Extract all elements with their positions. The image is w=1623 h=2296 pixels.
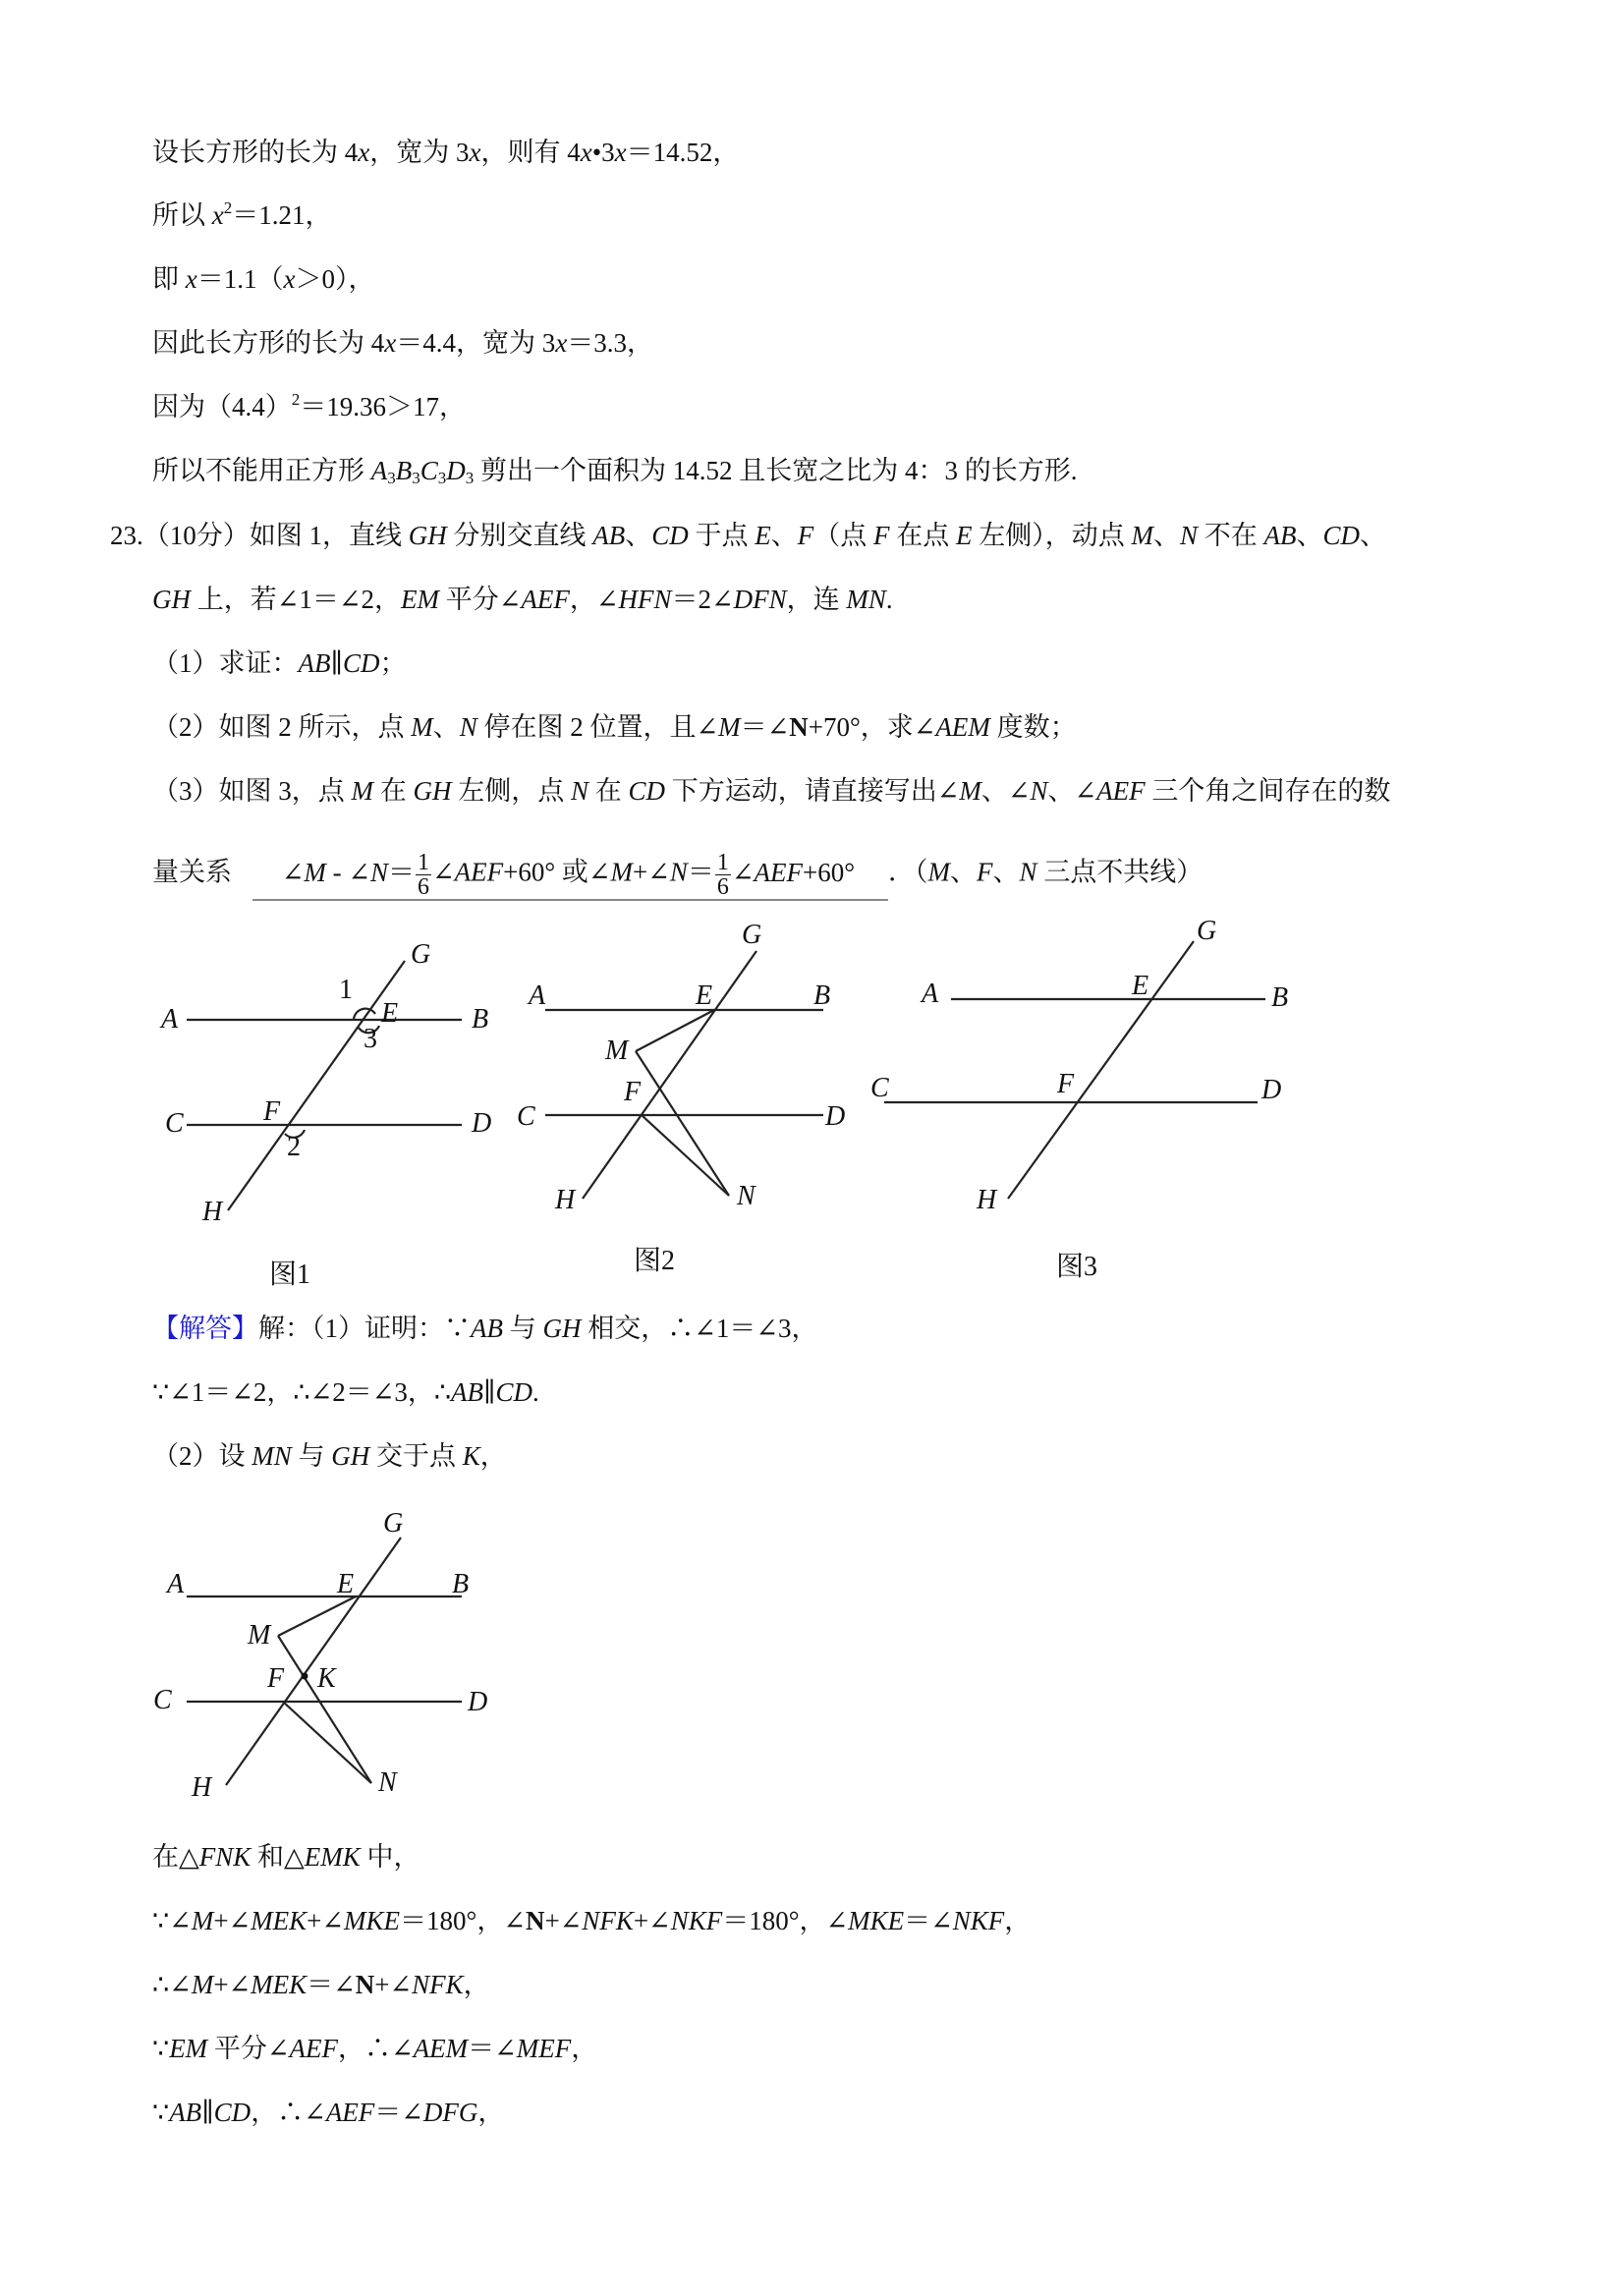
math-var: D [446, 456, 466, 485]
subscript: 3 [412, 469, 420, 487]
math-var: AEF [521, 585, 570, 614]
subscript: 3 [387, 469, 396, 487]
solution-line-3: （2）设 MN 与 GH 交于点 K， [152, 1441, 507, 1471]
math-var: GH [408, 521, 447, 550]
prev-solution-line-3: 即 x＝1.1（x＞0）， [152, 264, 375, 294]
label-b: B [452, 1569, 470, 1599]
label-3: 3 [364, 1024, 377, 1054]
label-2: 2 [287, 1132, 301, 1162]
math-var: x [555, 328, 568, 358]
label-a: A [167, 1569, 185, 1599]
math-var: F [977, 857, 993, 887]
solution-line-1 [152, 1312, 818, 1345]
math-var: M [191, 1970, 214, 1999]
frac-numerator: 1 [418, 850, 430, 875]
label-e: E [696, 980, 713, 1011]
point-k [302, 1673, 308, 1680]
label-c: C [517, 1101, 535, 1132]
question-score: （10分） [142, 521, 250, 550]
solution-line-2: ∵∠1＝∠2，∴∠2＝∠3，∴AB∥CD. [152, 1377, 539, 1407]
answer-a-right: ∠AEF+60° [432, 857, 556, 887]
math-var: C [420, 456, 438, 485]
math-var: x [211, 200, 224, 230]
question-part-3-line-2 [152, 851, 1203, 901]
math-var: M [927, 857, 951, 887]
question-stem-line-1 [110, 519, 1386, 552]
solution-line-4: 在△FNK 和△EMK 中， [152, 1842, 420, 1872]
subscript: 3 [437, 469, 447, 487]
math-var: EM [169, 2034, 208, 2063]
label-b: B [813, 980, 831, 1011]
figure-2 [511, 914, 884, 1287]
math-var: AEF [454, 857, 504, 887]
solution-line-1-text: 解：（1）证明：∵AB 与 GH 相交，∴∠1＝∠3， [258, 1314, 818, 1343]
label-1: 1 [339, 975, 353, 1005]
math-var: M [610, 857, 634, 887]
figure-2-caption: 图2 [634, 1246, 676, 1276]
math-var: MEK [251, 1970, 308, 1999]
label-c: C [165, 1108, 184, 1139]
subscript: 3 [465, 469, 475, 487]
label-g: G [411, 939, 431, 970]
math-var: MKE [344, 1906, 401, 1935]
math-var: MN [846, 585, 886, 614]
math-var: AB [471, 1314, 503, 1343]
label-h: H [192, 1772, 212, 1803]
label-f: F [263, 1096, 281, 1127]
math-bold: N [525, 1906, 545, 1935]
question-part-3-line-1: （3）如图 3，点 M 在 GH 左侧，点 N 在 CD 下方运动，请直接写出∠M、∠N、∠AEF 三个角之间存在的数 [152, 776, 1391, 806]
math-var: N [669, 857, 688, 887]
math-var: x [358, 138, 370, 167]
math-var: M [411, 712, 433, 742]
math-var: NFK [582, 1906, 634, 1935]
answer-blank [252, 851, 888, 901]
line-gh [583, 951, 756, 1199]
label-h: H [202, 1197, 223, 1227]
math-var: EMK [304, 1842, 361, 1872]
solution-line-8: ∵AB∥CD，∴∠AEF＝∠DFG， [152, 2098, 505, 2127]
math-var: MN [252, 1441, 292, 1471]
math-var: GH [331, 1441, 370, 1471]
math-var: CD [342, 648, 380, 678]
math-var: M [304, 857, 326, 887]
solution-line-7: ∵EM 平分∠AEF，∴∠AEM＝∠MEF， [152, 2034, 598, 2063]
math-var: NKF [952, 1906, 1005, 1935]
math-var: EM [401, 585, 439, 614]
math-var: x [283, 264, 296, 294]
line-gh [226, 1538, 401, 1785]
math-var: GH [152, 585, 191, 614]
label-e: E [1132, 971, 1149, 1001]
math-var: A [370, 456, 388, 485]
math-var: E [755, 521, 771, 550]
label-c: C [870, 1073, 889, 1103]
prev-solution-line-6: 所以不能用正方形 $A_3B_3C_3D_3$ 剪出一个面积为 14.52 且长宽之比为 4：3 的长方形. [152, 456, 1078, 487]
label-g: G [742, 920, 762, 950]
math-var: GH [542, 1314, 582, 1343]
answer-a-left: ∠M - ∠N＝ [281, 857, 416, 887]
math-var: AEF [754, 857, 804, 887]
segment-em [636, 1010, 714, 1051]
figure-3 [865, 904, 1316, 1297]
math-var: N [459, 712, 477, 742]
label-f: F [1057, 1069, 1075, 1099]
math-var: MKE [848, 1906, 905, 1935]
math-var: N [1030, 776, 1048, 806]
label-h: H [977, 1185, 997, 1215]
math-var: AB [169, 2098, 202, 2127]
math-var: x [384, 328, 397, 358]
math-var: N [370, 857, 389, 887]
math-var: AEF [325, 2098, 375, 2127]
math-var: AEM [935, 712, 990, 742]
math-var: MEF [516, 2034, 572, 2063]
math-var: CD [213, 2098, 252, 2127]
math-var: CD [628, 776, 666, 806]
figure-1-caption: 图1 [269, 1260, 311, 1290]
math-var: x [580, 138, 592, 167]
question-stem-line-2: GH 上，若∠1＝∠2，EM 平分∠AEF，∠HFN＝2∠DFN，连 MN. [152, 585, 893, 614]
math-var: M [351, 776, 373, 806]
math-var: N [1180, 521, 1199, 550]
label-a: A [529, 980, 546, 1011]
answer-b-right: ∠AEF+60° [731, 857, 856, 887]
answer-b-left: M+∠N＝ [610, 857, 714, 887]
math-bold: N [355, 1970, 375, 1999]
math-bold: N [789, 712, 809, 742]
math-var: FNK [198, 1842, 252, 1872]
math-var: CD [651, 521, 689, 550]
math-var: AB [451, 1377, 484, 1407]
label-n: N [737, 1181, 756, 1211]
fraction-one-sixth-a [416, 851, 431, 899]
frac-numerator: 1 [716, 850, 729, 875]
figure-3-caption: 图3 [1056, 1252, 1098, 1282]
math-var: CD [1322, 521, 1361, 550]
label-g: G [383, 1508, 404, 1539]
frac-denominator: 6 [716, 874, 729, 900]
math-var: AEF [1096, 776, 1146, 806]
math-var: B [395, 456, 413, 485]
label-f: F [624, 1077, 642, 1107]
math-var: AEF [289, 2034, 339, 2063]
frac-denominator: 6 [418, 874, 430, 900]
question-number: 23. [110, 521, 143, 550]
label-b: B [1271, 982, 1289, 1013]
line-gh [1008, 941, 1194, 1199]
math-var: x [185, 264, 197, 294]
label-d: D [472, 1108, 492, 1139]
label-m: M [248, 1620, 271, 1651]
prev-solution-line-2: 所以 $x^2=1.21$， [152, 198, 332, 230]
solution-line-6: ∴∠M+∠MEK＝∠N+∠NFK， [152, 1970, 490, 1999]
question-stem-1: 如图 1，直线 GH 分别交直线 AB、CD 于点 E、F（点 F 在点 E 左侧），动点 M、N 不在 AB、CD、 [249, 521, 1387, 550]
math-var: N [571, 776, 589, 806]
math-var: F [797, 521, 814, 550]
label-d: D [1261, 1075, 1282, 1105]
part3-suffix: ．（M、F、N 三点不共线） [888, 857, 1203, 887]
math-var: NKF [670, 1906, 723, 1935]
figure-solution [138, 1498, 531, 1822]
math-var: HFN [618, 585, 672, 614]
math-var: AB [298, 648, 331, 678]
math-var: M [1131, 521, 1154, 550]
math-var: CD [495, 1377, 533, 1407]
label-d: D [825, 1101, 846, 1132]
math-var: DFN [733, 585, 787, 614]
fraction-one-sixth-b [715, 851, 731, 899]
label-e: E [337, 1569, 355, 1599]
answer-or: 或∠ [555, 857, 611, 887]
label-d: D [468, 1687, 488, 1717]
label-f: F [267, 1663, 285, 1694]
question-part-1: （1）求证：AB∥CD； [152, 648, 407, 678]
label-a: A [922, 979, 939, 1009]
math-var: GH [413, 776, 452, 806]
label-n: N [378, 1767, 397, 1798]
math-var: F [873, 521, 890, 550]
label-g: G [1197, 916, 1217, 946]
prev-solution-line-4: 因此长方形的长为 4x＝4.4，宽为 3x＝3.3， [152, 328, 653, 358]
part3-prefix: 量关系 [152, 857, 232, 887]
math-var: AB [1263, 521, 1297, 550]
line-gh [228, 961, 405, 1210]
label-m: M [605, 1036, 629, 1066]
math-var: K [462, 1441, 480, 1471]
math-var: x [614, 138, 627, 167]
label-c: C [153, 1685, 172, 1715]
answer-tag: 【解答】 [152, 1314, 258, 1343]
prev-solution-line-5: 因为$(4.4)^2=19.36>17$， [152, 390, 466, 421]
superscript: 2 [291, 390, 301, 409]
math-var: E [956, 521, 973, 550]
math-var: DFG [422, 2098, 478, 2127]
math-var: MEK [251, 1906, 308, 1935]
label-a: A [161, 1004, 179, 1035]
math-var: M [191, 1906, 214, 1935]
label-b: B [472, 1004, 489, 1035]
math-var: M [718, 712, 741, 742]
math-var: M [959, 776, 981, 806]
math-var: NFK [412, 1970, 464, 1999]
question-part-2: （2）如图 2 所示，点 M、N 停在图 2 位置，且∠M＝∠N+70°，求∠AEM 度数； [152, 712, 1077, 742]
prev-solution-line-1: 设长方形的长为 4x，宽为 3x，则有 4x•3x＝14.52， [152, 138, 740, 167]
solution-line-5: ∵∠M+∠MEK+∠MKE＝180°，∠N+∠NFK+∠NKF＝180°，∠MKE＝∠NKF， [152, 1906, 1032, 1935]
label-e: E [381, 998, 399, 1029]
figure-1 [147, 924, 521, 1297]
label-h: H [555, 1185, 576, 1215]
math-var: x [469, 138, 481, 167]
superscript: 2 [223, 198, 233, 217]
math-var: N [1019, 857, 1037, 887]
label-k: K [317, 1663, 336, 1694]
math-var: AEM [413, 2034, 469, 2063]
math-var: AB [592, 521, 626, 550]
